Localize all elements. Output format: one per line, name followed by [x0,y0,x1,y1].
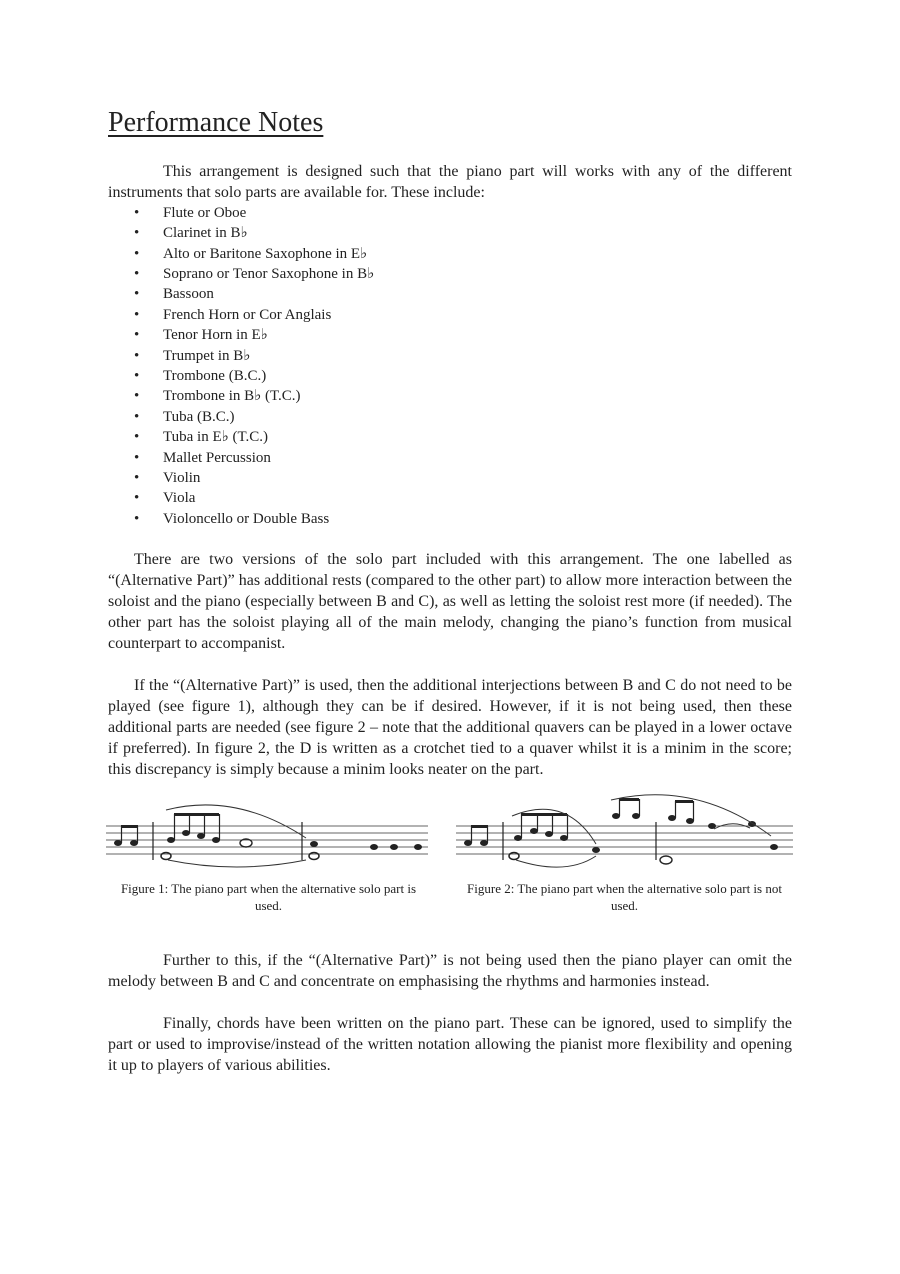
list-item: • Violoncello or Double Bass [108,509,792,529]
list-item: • Flute or Oboe [108,203,792,223]
list-item: • Tuba (B.C.) [108,407,792,427]
document-content [108,108,792,1076]
list-item: • Bassoon [108,284,792,304]
list-item: • Tuba in E♭ (T.C.) [108,427,792,447]
figure-1-caption: Figure 1: The piano part when the alternative solo part is used. [120,881,417,914]
list-item: • Violin [108,468,792,488]
list-item: • French Horn or Cor Anglais [108,305,792,325]
figure-1 [106,786,431,914]
figure-2-notation [456,786,793,874]
page-title: Performance Notes [108,107,324,138]
figure-2 [456,786,793,914]
versions-paragraph: There are two versions of the solo part included with this arrangement. The one labelled as “(Alternative Part)” has additional rests (compared to the other part) to allow more interaction between the soloist and the piano (especially between B and C), as well as letting the soloist rest more (if needed). The other part has the soloist playing all of the main melody, changing the piano’s function from musical counterpart to accompanist. [108,551,792,653]
list-item: • Soprano or Tenor Saxophone in B♭ [108,264,792,284]
list-item: • Trumpet in B♭ [108,346,792,366]
list-item: • Mallet Percussion [108,448,792,468]
list-item: • Trombone in B♭ (T.C.) [108,386,792,406]
music-figures [106,786,898,936]
further-paragraph: Further to this, if the “(Alternative Part)” is not being used then the piano player can omit the melody between B and C and concentrate on emphasising the rhythms and harmonies instead. [108,952,792,991]
finally-paragraph: Finally, chords have been written on the piano part. These can be ignored, used to simplify the part or used to improvise/instead of the written notation allowing the pianist more flexibility and opening it up to players of various abilities. [108,1015,792,1075]
alternative-paragraph: If the “(Alternative Part)” is used, then the additional interjections between B and C do not need to be played (see figure 1), although they can be if desired. However, if it is not being used, then these additional parts are needed (see figure 2 – note that the additional quavers can be played in a lower octave if preferred). In figure 2, the D is written as a crotchet tied to a quaver whilst it is a minim in the score; this discrepancy is simply because a minim looks neater on the part. [108,677,792,779]
instrument-list [108,203,792,530]
figure-1-notation [106,786,431,874]
list-item: • Alto or Baritone Saxophone in E♭ [108,244,792,264]
list-item: • Trombone (B.C.) [108,366,792,386]
list-item: • Viola [108,488,792,508]
intro-paragraph: This arrangement is designed such that the piano part will works with any of the different instruments that solo parts are available for. These include: [108,162,792,201]
list-item: • Tenor Horn in E♭ [108,325,792,345]
list-item: • Clarinet in B♭ [108,223,792,243]
figure-2-caption: Figure 2: The piano part when the alternative solo part is not used. [467,881,782,914]
